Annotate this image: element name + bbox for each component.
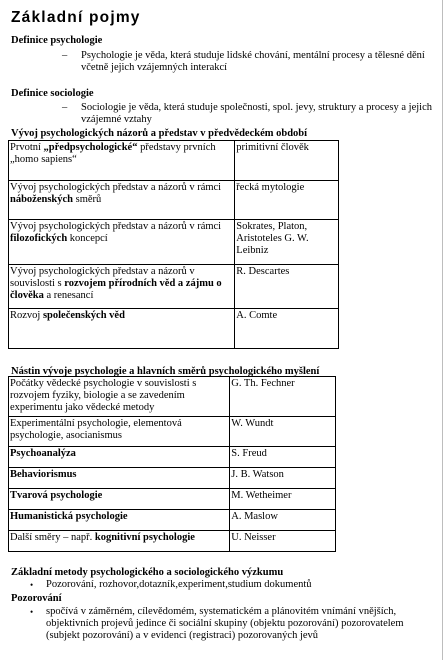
cell-emphasis: společenských věd [42,310,125,321]
cell-description [9,417,230,447]
table-row [9,468,336,489]
table-row [9,489,336,510]
table-row [9,510,336,531]
cell-emphasis: kognitivní psychologie [94,532,195,543]
cell-text: Rozvoj [10,310,43,321]
cell-text: představy prvních „homo sapiens“ [10,142,216,165]
cell-text: koncepcí [67,233,108,244]
cell-description [9,377,230,417]
cell-representative: U. Neisser [230,531,336,552]
cell-representative: M. Wetheimer [230,489,336,510]
cell-description [9,141,235,181]
cell-representative: W. Wundt [230,417,336,447]
cell-description [9,181,235,220]
cell-description [9,447,230,468]
cell-description [9,531,230,552]
def-sociology-text: Sociologie je věda, která studuje společnosti, spol. jevy, struktury a procesy a jejich vzájemné vztahy [81,102,432,125]
cell-text: Počátky vědecké psychologie v souvislosti s rozvojem fyziky, biologie a se zavedením experimentu jako vědecké metody [10,378,197,413]
page-edge [442,0,443,660]
dash-marker: – [62,50,68,61]
def-psychology-text: Psychologie je věda, která studuje lidské chování, mentální procesy a tělesné dění včetně jejich vzájemných interakcí [81,50,425,73]
dash-marker: – [62,102,68,113]
heading-def-psychology: Definice psychologie [11,35,103,46]
table-row [9,417,336,447]
cell-representative: A. Comte [235,309,339,349]
cell-text: Další směry – např. [10,532,95,543]
cell-representative: R. Descartes [235,265,339,309]
heading-observation: Pozorování [11,593,62,604]
table-row [9,220,339,265]
cell-description [9,220,235,265]
cell-text: Experimentální psychologie, elementová psychologie, asocianismus [10,418,182,441]
page-title: Základní pojmy [11,9,141,26]
cell-emphasis: Psychoanalýza [10,448,76,459]
cell-emphasis: Tvarová psychologie [10,490,103,501]
table-row [9,265,339,309]
cell-text: směrů [73,194,102,205]
cell-emphasis: „předpsychologické“ [43,142,138,153]
table-row [9,531,336,552]
cell-representative: S. Freud [230,447,336,468]
cell-text: Vývoj psychologických představ a názorů v rámci [10,221,222,232]
observation-text: spočívá v záměrném, cílevědomém, systematickém a plánovitém vnímání vnějších, objektivních projevů jedince či sociální skupiny (objektu pozorování) pozorovatelem (subjekt pozorování) a v evidenci (registraci) pozorovaných jevů [46,606,404,641]
cell-text: a renesancí [43,290,94,301]
table-row [9,377,336,417]
heading-def-sociology: Definice sociologie [11,88,94,99]
table-prescientific [8,140,339,349]
table-row [9,141,339,181]
cell-representative: řecká mytologie [235,181,339,220]
bullet-marker: • [30,607,34,617]
cell-representative: Sokrates, Platon, Aristoteles G. W. Leibniz [235,220,339,265]
bullet-marker: • [30,580,34,590]
cell-description [9,265,235,309]
cell-representative: A. Maslow [230,510,336,531]
cell-description [9,309,235,349]
cell-emphasis: Behaviorismus [10,469,77,480]
table-row [9,309,339,349]
cell-text: Vývoj psychologických představ a názorů v souvislosti s [10,266,195,289]
cell-representative: J. B. Watson [230,468,336,489]
heading-methods: Základní metody psychologického a sociologického výzkumu [11,567,284,578]
cell-text: Prvotní [10,142,44,153]
cell-description [9,489,230,510]
cell-emphasis: rozvojem přírodních věd a zájmu o člověka [10,278,222,301]
table-row [9,447,336,468]
methods-text: Pozorování, rozhovor,dotazník,experiment,studium dokumentů [46,579,312,590]
cell-emphasis: náboženských [10,194,74,205]
table2-title: Nástin vývoje psychologie a hlavních směrů psychologického myšlení [11,366,320,377]
cell-text: Vývoj psychologických představ a názorů v rámci [10,182,222,193]
cell-description [9,468,230,489]
table-row [9,181,339,220]
table-psychology-schools [8,376,336,552]
table1-title: Vývoj psychologických názorů a představ v předvědeckém období [11,128,308,139]
cell-representative: G. Th. Fechner [230,377,336,417]
cell-emphasis: Humanistická psychologie [10,511,128,522]
cell-emphasis: filozofických [10,233,68,244]
cell-description [9,510,230,531]
cell-representative: primitivní člověk [235,141,339,181]
